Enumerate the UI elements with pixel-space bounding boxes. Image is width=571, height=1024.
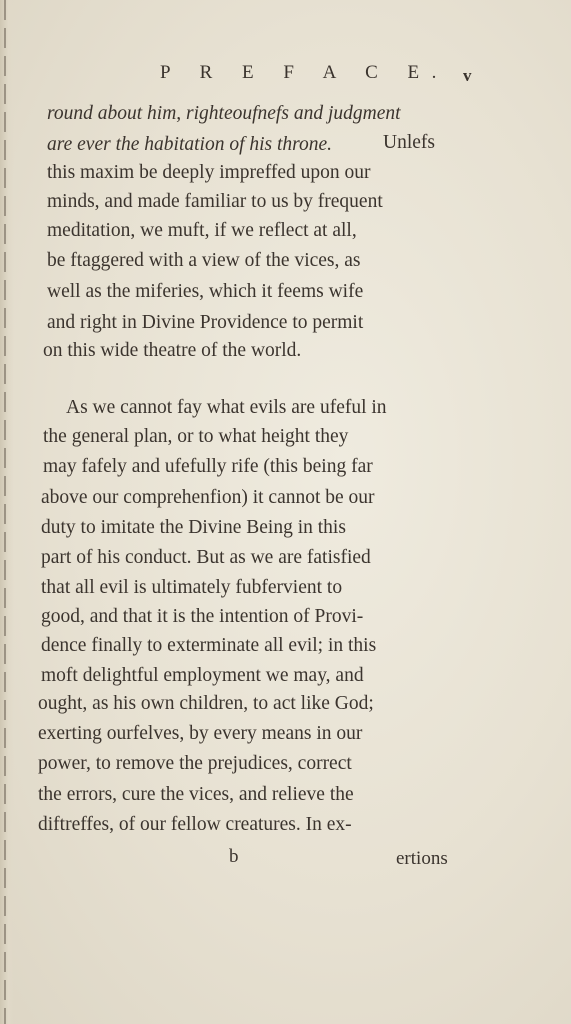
catchword: ertions [396,848,448,869]
spine-edge [4,0,6,1024]
text-line: are ever the habitation of his throne. [47,134,333,155]
text-line: above our comprehenfion) it cannot be our [41,487,375,508]
text-line: dence finally to exterminate all evil; in this [41,635,377,656]
text-line: well as the miferies, which it feems wife [47,281,364,302]
text-line: may fafely and ufefully rife (this being far [43,456,373,477]
text-line: ought, as his own children, to act like God; [38,693,374,714]
text-line: power, to remove the prejudices, correct [38,753,352,774]
signature-mark: b [229,846,239,867]
text-line: this maxim be deeply impreffed upon our [47,162,371,183]
text-line: part of his conduct. But as we are fatisfied [41,547,371,568]
text-line: meditation, we muft, if we reflect at all, [47,220,357,241]
page-gutter [0,0,14,1024]
text-line: exerting ourfelves, by every means in our [38,723,363,744]
text-line: moft delightful employment we may, and [41,665,364,686]
page-number: v [463,66,472,85]
text-line: minds, and made familiar to us by frequent [47,191,383,212]
text-line: good, and that it is the intention of Provi- [41,606,364,627]
text-line: As we cannot fay what evils are ufeful in [66,397,387,418]
text-line: and right in Divine Providence to permit [47,312,364,333]
text-line: that all evil is ultimately fubfervient to [41,577,343,598]
text-line: be ftaggered with a view of the vices, as [47,250,361,271]
page-header [0,60,571,90]
text-line: on this wide theatre of the world. [43,340,302,361]
text-line: Unlefs [383,132,435,153]
text-line: duty to imitate the Divine Being in this [41,517,346,538]
text-line: diftreffes, of our fellow creatures. In ex- [38,814,352,835]
text-line: round about him, righteoufnefs and judgment [47,103,401,124]
running-head: P R E F A C E. [160,62,449,83]
text-line: the errors, cure the vices, and relieve the [38,784,354,805]
text-line: the general plan, or to what height they [43,426,349,447]
